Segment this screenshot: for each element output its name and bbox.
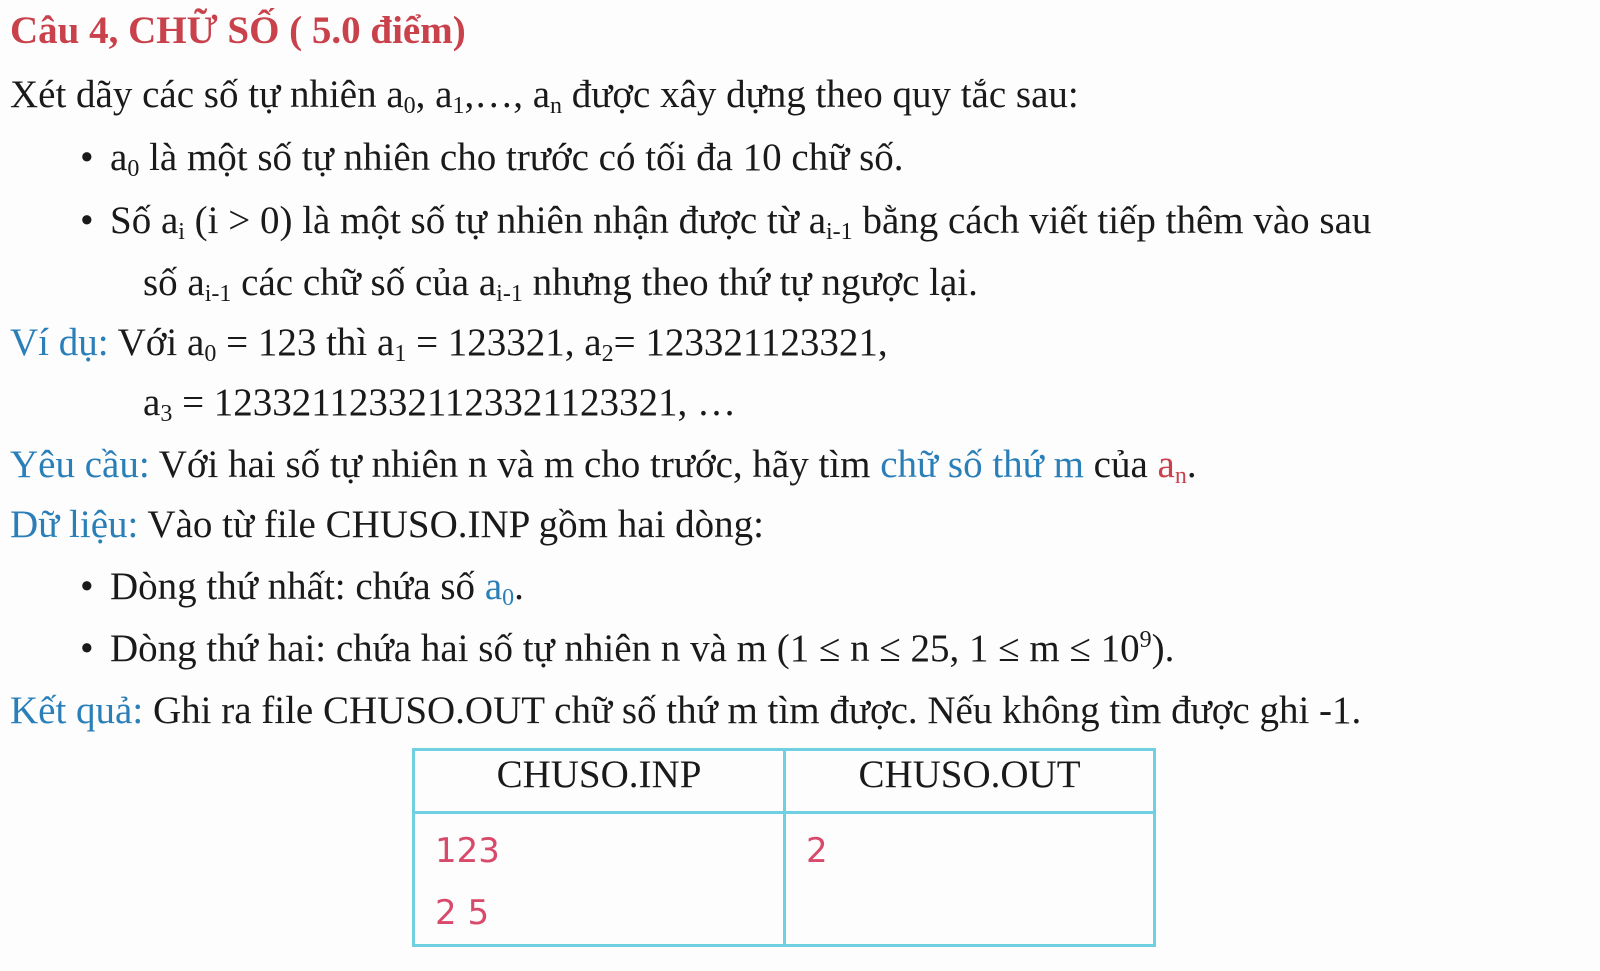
a0-letter: a [484, 565, 503, 608]
requirement-label: Yêu cầu: [10, 443, 150, 486]
table-header-row [414, 750, 1155, 813]
example-text: a [143, 381, 161, 424]
requirement-highlight: chữ số thứ m [880, 443, 1084, 486]
sample-output-cell [785, 813, 1155, 946]
example-text: = 123321123321, [613, 321, 888, 364]
intro-text: Xét dãy các số tự nhiên a [10, 73, 404, 116]
intro-line [10, 70, 1079, 120]
sample-io-table [412, 748, 1156, 947]
bullet-dot-icon: • [80, 199, 94, 242]
subscript: 0 [403, 93, 416, 119]
requirement-text: Với hai số tự nhiên n và m cho trước, hãy tìm [149, 443, 881, 486]
a0-symbol [484, 565, 515, 611]
bullet-text: là một số tự nhiên cho trước có tối đa 10 chữ số. [139, 136, 904, 179]
requirement-text: của [1083, 443, 1158, 486]
bullet-text: (i > 0) là một số tự nhiên nhận được từ a [184, 199, 827, 242]
example-text: = 123321123321123321123321, … [172, 381, 736, 424]
intro-text: , a [415, 73, 453, 116]
subscript: n [1174, 463, 1187, 489]
bullet-a0 [80, 133, 904, 183]
bullet-line1 [80, 562, 524, 612]
subscript: n [550, 93, 563, 119]
subscript: 0 [502, 585, 515, 611]
problem-title: Câu 4, CHỮ SỐ ( 5.0 điểm) [10, 9, 466, 52]
bullet-text: nhưng theo thứ tự ngược lại. [522, 261, 978, 304]
output-label: Kết quả: [10, 689, 144, 732]
subscript: i-1 [826, 219, 853, 245]
subscript: 1 [394, 341, 407, 367]
sample-output-line: 2 [806, 831, 828, 871]
example-line [10, 318, 888, 368]
bullet-text: bằng cách viết tiếp thêm vào sau [852, 199, 1372, 242]
bullet-dot-icon: • [80, 136, 94, 179]
subscript: i [178, 219, 185, 245]
requirement-text: . [1186, 443, 1197, 486]
bullet-line2 [80, 624, 1174, 674]
subscript: 3 [160, 401, 173, 427]
bullet-dot-icon: • [80, 565, 94, 608]
superscript: 9 [1139, 627, 1152, 653]
table-header-output: CHUSO.OUT [785, 750, 1155, 813]
table-header-input: CHUSO.INP [414, 750, 785, 813]
sample-input-cell [414, 813, 785, 946]
bullet-text: a [110, 136, 128, 179]
input-line [10, 500, 764, 550]
an-letter: a [1157, 443, 1175, 486]
intro-text: ,…, a [464, 73, 551, 116]
table-row [414, 813, 1155, 946]
subscript: 2 [601, 341, 614, 367]
bullet-ai-continuation [143, 258, 978, 308]
example-label: Ví dụ: [10, 321, 109, 364]
bullet-text: Số a [110, 199, 179, 242]
bullet-text: Dòng thứ hai: chứa hai số tự nhiên n và m (1 ≤ n ≤ 25, 1 ≤ m ≤ 10 [110, 627, 1140, 670]
input-label: Dữ liệu: [10, 503, 139, 546]
bullet-text: . [514, 565, 524, 608]
bullet-text: các chữ số của a [231, 261, 497, 304]
example-text: = 123 thì a [216, 321, 395, 364]
sample-input-line: 123 [435, 831, 500, 871]
example-text: Với a [108, 321, 205, 364]
bullet-text: số a [143, 261, 205, 304]
subscript: i-1 [204, 281, 232, 307]
intro-text: được xây dựng theo quy tắc sau: [562, 73, 1079, 116]
bullet-text: ). [1151, 627, 1175, 670]
subscript: 0 [204, 341, 217, 367]
an-symbol [1157, 443, 1187, 489]
subscript: i-1 [496, 281, 523, 307]
subscript: 0 [127, 156, 140, 182]
output-line [10, 686, 1361, 736]
sample-input-line: 2 5 [435, 893, 490, 933]
requirement-line [10, 440, 1197, 490]
bullet-ai [80, 196, 1371, 246]
example-line-2 [143, 378, 736, 428]
bullet-text: Dòng thứ nhất: chứa số [110, 565, 485, 608]
example-text: = 123321, a [406, 321, 602, 364]
output-text: Ghi ra file CHUSO.OUT chữ số thứ m tìm được. Nếu không tìm được ghi -1. [143, 689, 1362, 732]
bullet-dot-icon: • [80, 627, 94, 670]
input-text: Vào từ file CHUSO.INP gồm hai dòng: [138, 503, 764, 546]
subscript: 1 [452, 93, 465, 119]
